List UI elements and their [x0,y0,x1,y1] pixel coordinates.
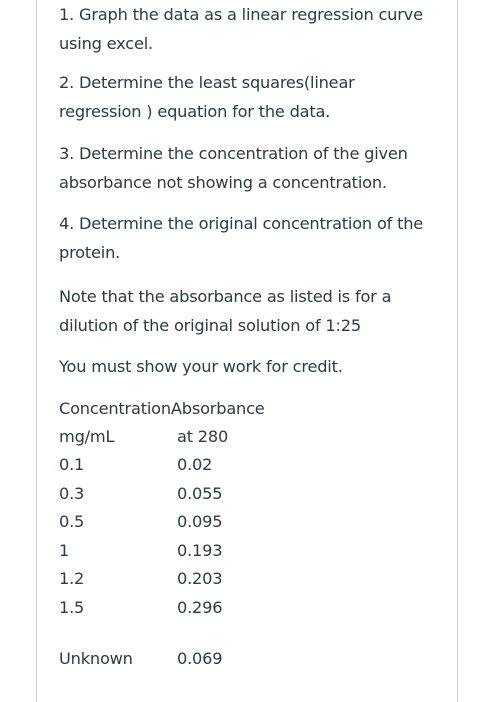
question-item-2: 2. Determine the least squares(linear regression ) equation for the data. [59,73,355,121]
unknown-label: Unknown [59,649,133,668]
question-item-1: 1. Graph the data as a linear regression curve using excel. [59,5,423,53]
row-concentration: 0.3 [59,484,85,503]
question-item-4: 4. Determine the original concentration of the protein. [59,214,424,262]
header-absorbance-unit: at 280 [177,427,229,446]
header-concentration-unit: mg/mL [59,427,115,446]
row-concentration: 0.5 [59,512,85,531]
row-absorbance: 0.203 [177,569,223,588]
work-instruction: You must show your work for credit. [59,357,343,376]
row-absorbance: 0.055 [177,484,223,503]
row-absorbance: 0.02 [177,455,213,474]
row-absorbance: 0.296 [177,598,223,617]
row-concentration: 1.2 [59,569,85,588]
row-concentration: 1 [59,541,70,560]
table-header-title: ConcentrationAbsorbance [59,399,265,418]
row-concentration: 1.5 [59,598,85,617]
row-concentration: 0.1 [59,455,85,474]
dilution-note: Note that the absorbance as listed is for a dilution of the original solution of 1:25 [59,287,392,335]
row-absorbance: 0.095 [177,512,223,531]
question-card [36,0,458,702]
row-absorbance: 0.193 [177,541,223,560]
question-item-3: 3. Determine the concentration of the given absorbance not showing a concentration. [59,144,408,192]
unknown-absorbance: 0.069 [177,649,223,668]
